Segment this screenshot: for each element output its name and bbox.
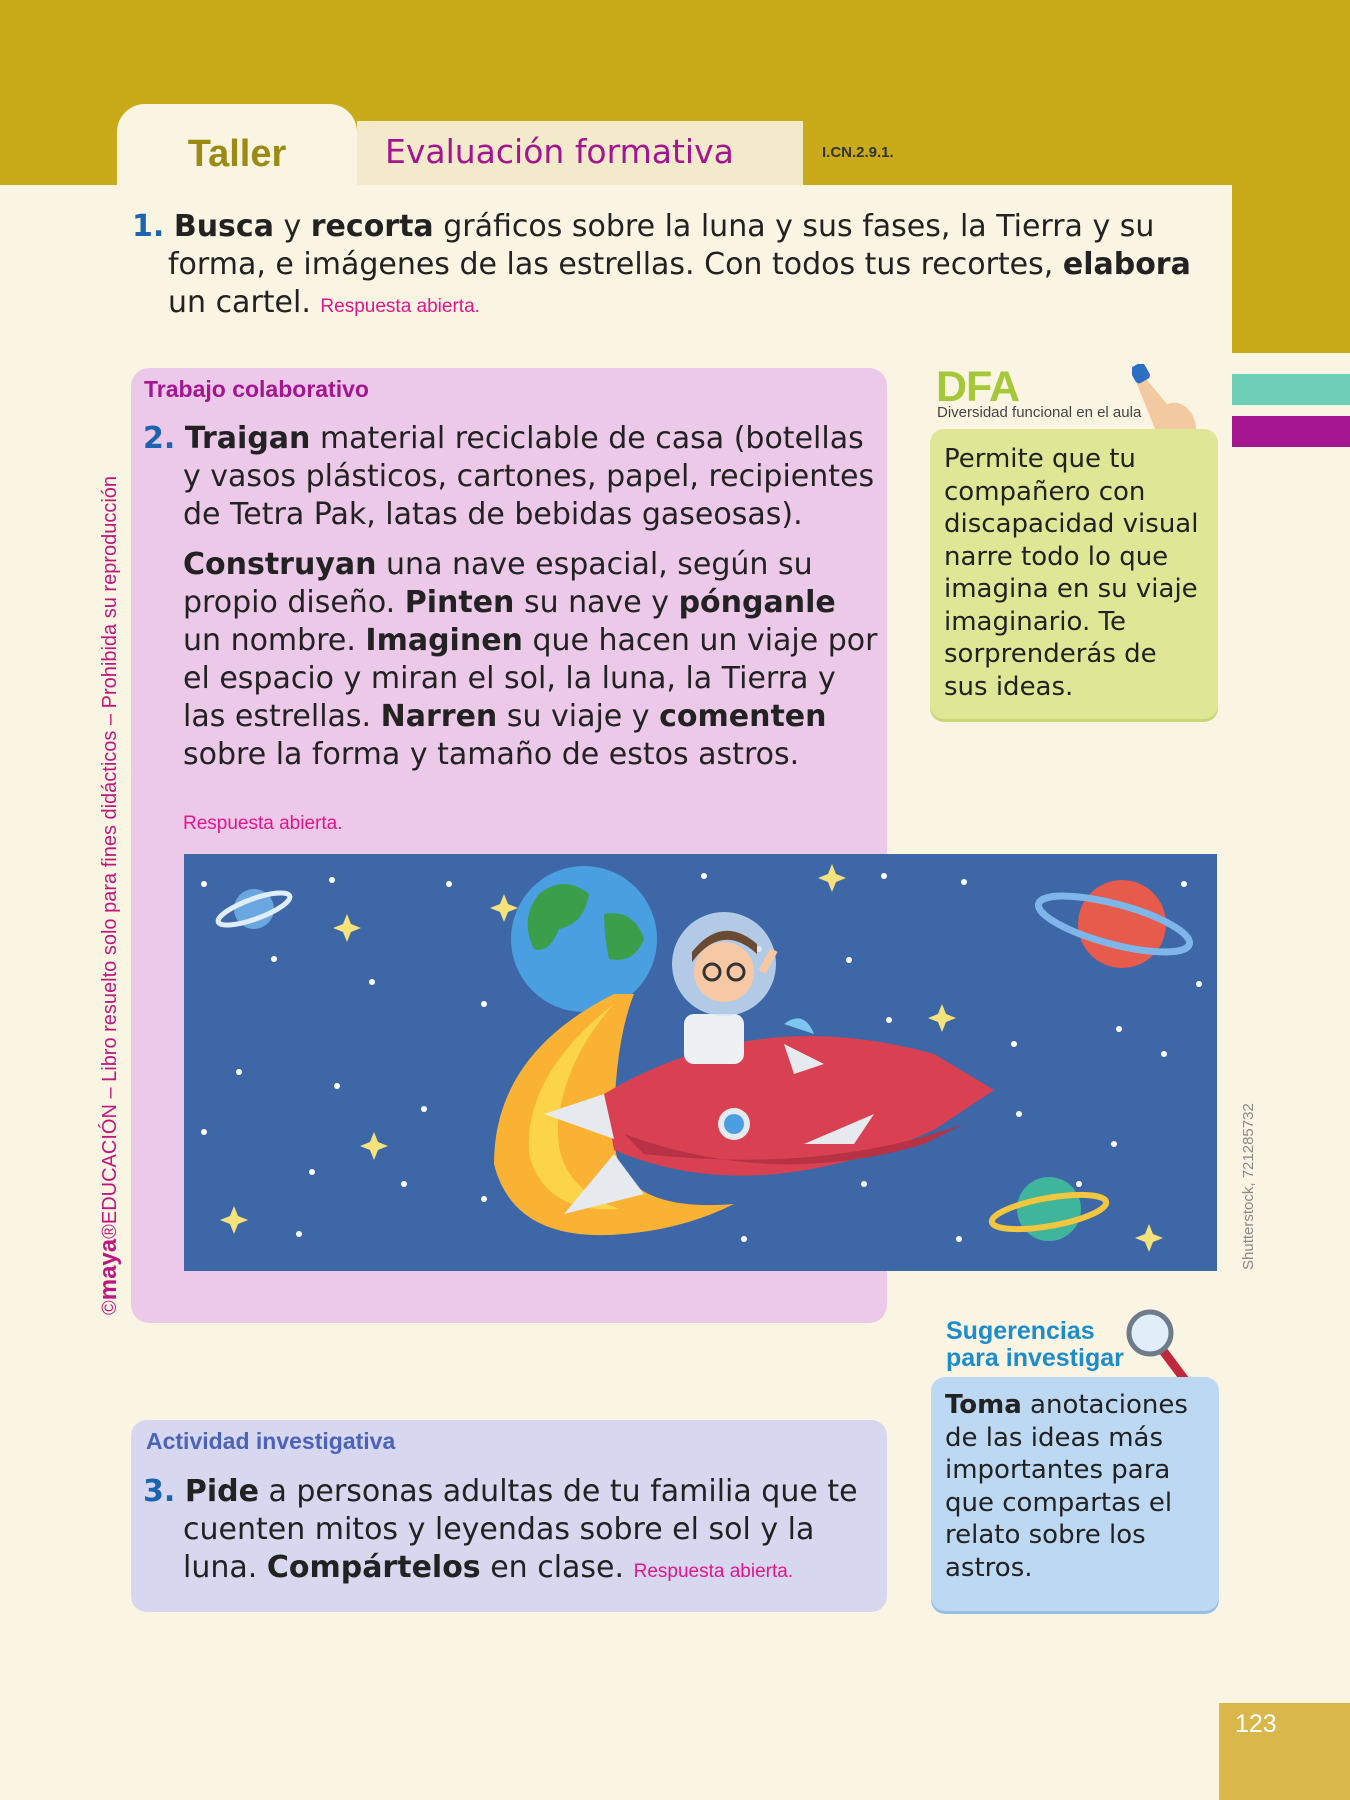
verb: Toma xyxy=(945,1390,1022,1420)
question-3 xyxy=(143,1473,883,1591)
text: sobre la forma y tamaño de estos astros. xyxy=(183,737,800,772)
magnifier-icon xyxy=(1123,1306,1193,1386)
text: gráficos sobre la luna y sus fases, la Tierra y su forma, e imágenes de las estrellas. Con todos tus recortes, xyxy=(168,209,1155,282)
text: en clase. xyxy=(480,1550,625,1585)
verb: Construyan xyxy=(183,547,377,582)
copyright-symbol: © xyxy=(99,1300,121,1315)
space-illustration xyxy=(184,854,1217,1271)
teal-stripe xyxy=(1232,374,1350,405)
magenta-stripe xyxy=(1232,416,1350,447)
text: su viaje y xyxy=(497,699,660,734)
text: un nombre. xyxy=(183,623,366,658)
indicator-code: I.CN.2.9.1. xyxy=(822,144,894,161)
text: que hacen un viaje por el espacio y miran el sol, la luna, la Tierra y las estrellas. xyxy=(183,623,878,734)
verb: Compártelos xyxy=(266,1550,481,1585)
earth xyxy=(511,866,657,1012)
suggestions-title xyxy=(946,1318,1124,1372)
question-number: 3. xyxy=(143,1474,176,1509)
verb: Busca xyxy=(173,209,274,244)
verb: Traigan xyxy=(184,421,311,456)
research-title: Actividad investigativa xyxy=(146,1428,396,1454)
text: a personas adultas de tu familia que te cuenten mitos y leyendas sobre el sol y la luna. xyxy=(183,1474,858,1585)
suggestions-text: anotaciones de las ideas más importantes para que compartas el relato sobre los astros. xyxy=(945,1390,1188,1583)
suggestions-card xyxy=(931,1377,1219,1611)
copyright-notice xyxy=(95,476,123,1315)
suggestions-title-line-2: para investigar xyxy=(946,1344,1124,1372)
tab-evaluacion-formativa: Evaluación formativa xyxy=(357,121,803,185)
image-credit: Shutterstock, 721285732 xyxy=(1240,1103,1257,1270)
text: un cartel. xyxy=(168,285,311,320)
verb: Pide xyxy=(184,1474,259,1509)
side-band xyxy=(1232,185,1350,353)
dfa-text: Permite que tu compañero con discapacidad visual narre todo lo que imagina en su viaje imaginario. Te sorprenderás de sus ideas. xyxy=(944,444,1199,702)
verb: pónganle xyxy=(678,585,836,620)
suggestions-title-line-1: Sugerencias xyxy=(946,1317,1095,1345)
text: su nave y xyxy=(514,585,679,620)
verb: comenten xyxy=(659,699,827,734)
collaborative-title: Trabajo colaborativo xyxy=(144,376,369,402)
question-2 xyxy=(143,420,883,786)
question-number: 1. xyxy=(132,209,165,244)
page-number: 123 xyxy=(1235,1710,1277,1738)
answer-note: Respuesta abierta. xyxy=(183,813,343,834)
dfa-subtitle: Diversidad funcional en el aula xyxy=(937,404,1142,421)
tab-taller: Taller xyxy=(117,104,357,185)
text: y xyxy=(273,209,311,244)
copyright-text: ®EDUCACIÓN – Libro resuelto solo para fines didácticos – Prohibida su reproducción xyxy=(99,475,121,1239)
question-1 xyxy=(132,208,1212,326)
answer-note: Respuesta abierta. xyxy=(320,296,480,317)
verb: recorta xyxy=(310,209,434,244)
question-number: 2. xyxy=(143,421,176,456)
publisher-logo: maya xyxy=(95,1238,122,1301)
dfa-logo: DFA xyxy=(936,363,1019,411)
verb: Pinten xyxy=(404,585,515,620)
dfa-card xyxy=(930,429,1218,719)
text: una nave espacial, según su propio diseño. xyxy=(183,547,813,620)
text: material reciclable de casa (botellas y vasos plásticos, cartones, papel, recipientes de Tetra Pak, latas de bebidas gaseosas). xyxy=(183,421,875,532)
answer-note: Respuesta abierta. xyxy=(633,1561,794,1582)
verb: Narren xyxy=(380,699,498,734)
verb: Imaginen xyxy=(365,623,523,658)
verb: elabora xyxy=(1062,247,1191,282)
